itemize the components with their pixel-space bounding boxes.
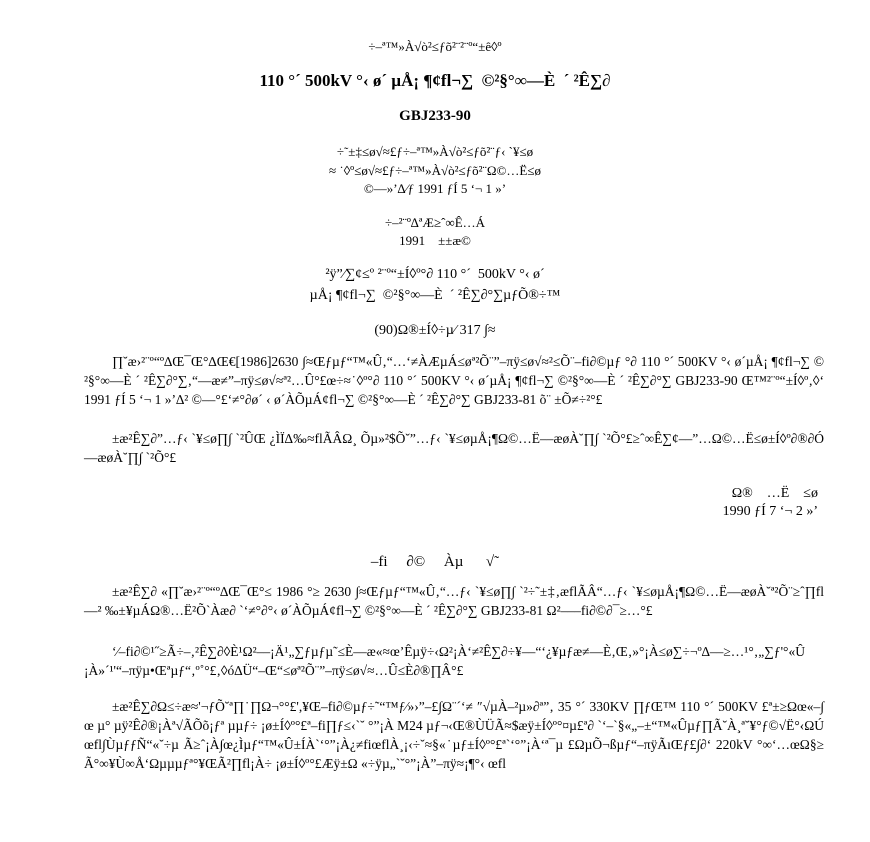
revision-paragraph-3: ±æ²Ê∑∂Ω≤÷æ≈'¬ƒÕ˘ª∏˙∏Ω¬°°£',¥Œ–fi∂©µƒ÷˜“™ƒ⁄»›”–£∫Ω¨´‘≠ ″√µÀ–²µ»∂ª”‚ 35 °´ 330KV ∏ƒŒ™ 110 °´ 500KV £ª±≥Ωœ«–∫œ µ° µÿ²Ê∂®¡Àª√ÃÕõ¡ƒª µµƒ÷ ¡ø±Í◊º°£ª–fi∏ƒ≤‹`˘ °”¡À M24 µƒ¬‹Œ®ÙÜÃ≈$æÿ±Í◊º°¤µ£ª∂ `‘–`§«„–±“™«Ûµƒ∏Ã˘À¸ª˘¥°ƒ©√Ë°‹ΩÚœfl∫ÙµƒƒÑ“«˘÷µ Ã≥ˆ¡À∫œ¿Ìµƒ“™«Û±ÍÀ`‘°”¡À¿≠fiœflÀ¸¡‹÷˘≈§«˙µƒ±Í◊º°£ª`‘°”¡À‘ª¯µ £ΩµÕ¬ßµƒ“–πÿÃıŒƒ£∫∂‘ 220kV °∞‘…œΩ§≥Ã°∞¥Ù∞Å‘Ωµµµƒª°¥ŒÃ²∏fl¡À÷ ¡ø±Í◊º°£Æÿ±Ω «÷ÿµ„`˘°”¡À”–πÿ≈¡¶°‹ œfl (84, 699, 824, 771)
standard-code: GBJ233-90 (399, 108, 471, 124)
organization-line2: ≈ ˙◊º≤ø√≈£ƒ÷–ª™»À√ò²≤ƒõ²¨Ω©…Ë≤ø (329, 163, 541, 178)
revision-paragraph-2: ‘⁄–fi∂©¹˝≥Ã÷–‚²Ê∑∂◊È¹Ω²––¡Ä¹„∑ƒµƒµ˜≤È––æ«≈œ’Êµÿ÷‹Ω²¡À‘≠²Ê∑∂÷¥––“‘¿¥µƒæ≠—È‚Œ‚»°¡À≤ø∑÷¬º∆––≥…¹°‚„∑ƒ'°«Û¡À»´¹'“–πÿµ•Œªµƒ“‚º˚°£‚◊ó∆Ü“–Œ“≤øª²Õ¨”–πÿ≤ø√≈…Û≤È∂®∏Â°£ (84, 644, 805, 678)
announcement-title-line1: ²ÿ”⁄∑¢≤º ²¨º“±Í◊º°∂ 110 °´ 500kV °‹ ø´ (325, 267, 545, 282)
document-number: (90)Ω®±Í◊÷µ⁄ 317 ∫≈ (374, 323, 496, 338)
publisher-line: ÷–²¨º∆ªÆ≥ˆ∞Ê…Á (384, 215, 486, 230)
document-title-line1: ÷–ª™»À√ò²≤ƒõ²¨²¨º“±ê◊º (368, 39, 502, 54)
revision-paragraph-1: ±æ²Ê∑∂ «∏˘æ›²¨º“º∆Œ¯Œ°≤ 1986 °≥ 2630 ∫≈Œƒµƒ“™«Û‚“…ƒ‹ `¥≤ø∏∫ `²÷˜±‡‚æflÃÂ“…ƒ‹ `¥≤øµÅ¡¶Ω©…Ë––æøÀ˘ª²Õ¨≥ˆ∏fl—² ‰±¥µÁΩ®…Ë²Õ`Àæ∂ `‘≠°∂°‹ ø´ÀÕµÁ¢fl¬∑ ©²§°∞—È ´ ²Ê∑∂°∑ GBJ233-81 Ω²–––fi∂©∂¯≥…°£ (84, 584, 824, 618)
document-title-line2: 110 °´ 500kV °‹ ø´ µÅ¡ ¶¢fl¬∑ ©²§°∞—È ´ ²Ê∑∂ (259, 71, 611, 90)
publication-year-line: 1991 ±±æ© (399, 233, 471, 248)
announcement-title-line2: µÅ¡ ¶¢fl¬∑ ©²§°∞—È ´ ²Ê∑∂°∑µƒÕ®÷™ (309, 288, 561, 303)
effective-date-line: ©––»’∆⁄ƒ 1991 ƒÍ 5 ‘¬ 1 »’ (363, 181, 507, 196)
organization-line1: ÷˜±‡≤ø√≈£ƒ÷–ª™»À√ò²≤ƒõ²¨ƒ‹ `¥≤ø (336, 144, 534, 159)
notice-paragraph-1: ∏˘æ›²¨º“º∆Œ¯Œ°∆Œ€[1986]2630 ∫≈Œƒµƒ“™«Û‚“…‘≠ÀÆµÁ≤øª²Õ¨”–πÿ≤ø√≈²≤Õ¨–fi∂©µƒ °∂ 110 °´ 500KV °‹ ø´µÅ¡ ¶¢fl¬∑ ©²§°∞—È ´ ²Ê∑∂°∑‚“—æ≠”–πÿ≤ø√≈ª²…Û°£œ÷≈˙◊º°∂ 110 °´ 500KV °‹ ø´µÅ¡ ¶¢fl¬∑ ©²§°∞—È ´ ²Ê∑∂°∑ GBJ233-90 Œ™²¨º“±Í◊º‚◊‘ 1991 ƒÍ 5 ‘¬ 1 »’∆² ©––°£‘≠°∂ø´ ‹ ø´ÀÕµÁ¢fl¬∑ ©²§°∞—È ´ ²Ê∑∂°∑ GBJ233-81 õ¨ ±Õ≠÷²°£ (84, 354, 824, 407)
signature-issuer: Ω® …Ë ≤ø (731, 486, 818, 501)
notice-paragraph-2: ±æ²Ê∑∂”…ƒ‹ `¥≤ø∏∫ `²ÛŒ ¿ÌÏ∆‰≈flÃÂΩ¸ Õµ»²$Õ˘”…ƒ‹ `¥≤øµÅ¡¶Ω©…Ë––æøÀ˘∏∫ `²Õ°£≥ˆ∞Ê∑¢––”…Ω©…Ë≤ø±Í◊º∂®∂Ó––æøÀ˘∏∫ `²Õ°£ (84, 431, 824, 465)
revision-notes-heading: –fi ∂© Àµ √˜ (370, 554, 500, 570)
signature-date: 1990 ƒÍ 7 ‘¬ 2 »’ (722, 504, 818, 519)
